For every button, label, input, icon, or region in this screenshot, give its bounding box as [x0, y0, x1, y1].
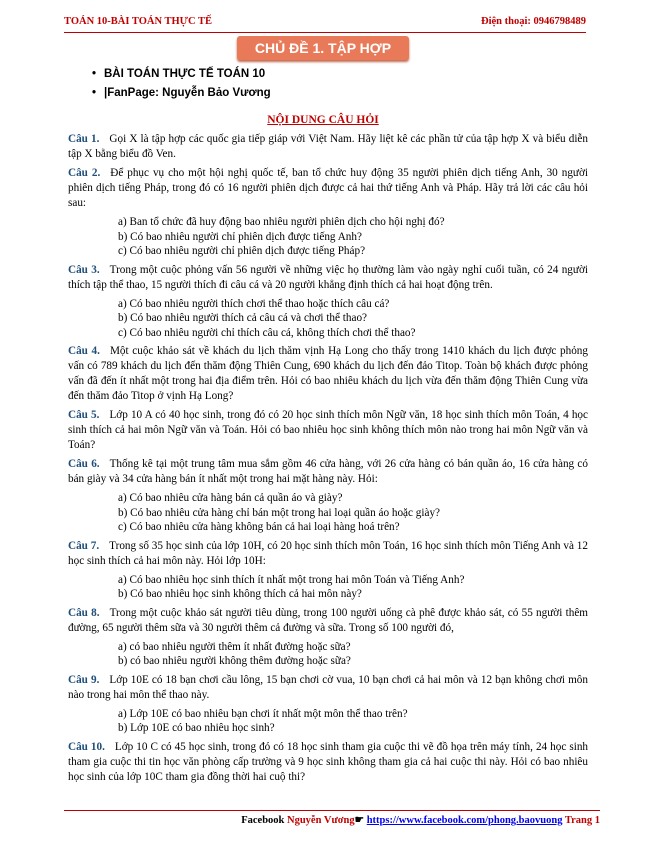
question-label: Câu 10. — [68, 740, 105, 753]
question-text-line — [68, 344, 588, 404]
question-label: Câu 2. — [68, 167, 101, 179]
sub-question: b) Có bao nhiêu cửa hàng chỉ bán một trong hai loại quần áo hoặc giày? — [118, 506, 441, 519]
page-footer — [64, 810, 600, 826]
bullet-text: |FanPage: Nguyễn Bảo Vương — [104, 87, 271, 99]
question-label: Câu 6. — [68, 458, 100, 470]
question-text-line — [68, 740, 588, 785]
bullet-icon: • — [92, 68, 97, 80]
question-label: Câu 1. — [68, 133, 100, 145]
bullet-item — [92, 65, 271, 84]
question-block — [68, 740, 588, 785]
header-phone: Điện thoại: 0946798489 — [481, 16, 586, 27]
sub-question: a) Có bao nhiêu cửa hàng bán cả quần áo và giày? — [118, 492, 343, 504]
question-text-line — [68, 132, 588, 162]
header-title: TOÁN 10-BÀI TOÁN THỰC TẾ — [64, 16, 213, 27]
page-number: Trang 1 — [564, 815, 600, 826]
question-list — [68, 132, 588, 789]
question-block — [68, 408, 588, 453]
question-text: Lớp 10E có 18 bạn chơi cầu lông, 15 bạn chơi cờ vua, 10 bạn chơi cả hai môn và 12 bạn không chơi môn nào trong hai môn thể thao này. — [68, 673, 588, 701]
footer-author-name: Nguyễn Vương — [287, 815, 355, 826]
section-title — [0, 110, 646, 128]
footer-facebook-label: Facebook — [241, 815, 285, 826]
question-text: Gọi X là tập hợp các quốc gia tiếp giáp với Việt Nam. Hãy liệt kê các phần tử của tập hợp X và biểu diễn tập X bằng biểu đồ Ven. — [68, 133, 588, 160]
question-block — [68, 606, 588, 669]
question-label: Câu 9. — [68, 673, 100, 686]
question-text: Lớp 10 A có 40 học sinh, trong đó có 20 học sinh thích môn Ngữ văn, 18 học sinh thích môn Toán, 4 học sinh thích cả hai môn Ngữ văn và Toán. Hỏi có bao nhiêu học sinh không thích môn nào trong hai môn Ngữ văn và Toán? — [68, 409, 588, 451]
question-text-line — [68, 539, 588, 569]
question-label: Câu 8. — [68, 606, 100, 619]
question-text-line — [68, 166, 588, 211]
sub-question: c) Có bao nhiêu người chỉ thích câu cá, không thích chơi thể thao? — [118, 326, 416, 339]
hand-pointer-icon: ☛ — [354, 815, 365, 826]
bullet-text: BÀI TOÁN THỰC TẾ TOÁN 10 — [104, 68, 266, 80]
question-block — [68, 539, 588, 602]
question-label: Câu 4. — [68, 345, 100, 357]
chapter-banner: CHỦ ĐỀ 1. TẬP HỢP — [237, 36, 409, 60]
question-label: Câu 3. — [68, 263, 100, 276]
question-block — [68, 263, 588, 341]
bullet-icon: • — [92, 87, 97, 99]
sub-question: b) Có bao nhiêu người thích cả câu cá và chơi thể thao? — [118, 312, 368, 324]
question-text-line — [68, 673, 588, 703]
sub-question: b) Có bao nhiêu học sinh không thích cả hai môn này? — [118, 588, 362, 600]
question-block — [68, 132, 588, 162]
page-header — [64, 14, 586, 33]
sub-question: c) Có bao nhiêu cửa hàng không bán cả hai loại hàng hoá trên? — [118, 521, 400, 533]
sub-question: b) Có bao nhiêu người chỉ phiên dịch được tiếng Anh? — [118, 230, 362, 243]
question-text: Thống kê tại một trung tâm mua sắm gồm 46 cửa hàng, với 26 cửa hàng có bán quần áo, 16 cửa hàng có bán giày và 34 cửa hàng bán ít nhất một trong hai mặt hàng này. Hỏi: — [68, 458, 588, 485]
sub-question: a) có bao nhiêu người thêm ít nhất đường hoặc sữa? — [118, 640, 351, 653]
question-label: Câu 7. — [68, 539, 100, 552]
question-text: Để phục vụ cho một hội nghị quốc tế, ban tổ chức huy động 35 người phiên dịch tiếng Anh, 30 người phiên dịch tiếng Pháp, trong đó có 16 người phiên dịch được cả hai thứ tiếng Anh và Pháp. Hãy trả lời các câu hỏi sau: — [68, 167, 589, 209]
sub-question: c) Có bao nhiêu người chỉ phiên dịch được tiếng Pháp? — [118, 245, 366, 257]
sub-question: a) Có bao nhiêu học sinh thích ít nhất một trong hai môn Toán và Tiếng Anh? — [118, 573, 465, 586]
banner-container — [0, 36, 646, 60]
sub-question: a) Có bao nhiêu người thích chơi thể thao hoặc thích câu cá? — [118, 297, 390, 310]
question-text-line — [68, 457, 588, 487]
bullet-item — [92, 84, 271, 103]
question-text: Lớp 10 C có 45 học sinh, trong đó có 18 học sinh tham gia cuộc thi vẽ đồ họa trên máy tính, 24 học sinh tham gia cuộc thi tin học văn phòng cấp trường và 9 học sinh không tham gia cả hai cuộc thi này. Hỏi có bao nhiêu học sinh của lớp 10C tham gia đồng thời hai cuộ thi? — [68, 740, 589, 783]
question-text: Trong một cuộc khảo sát người tiêu dùng, trong 100 người uống cà phê được khảo sát, có 55 người thêm đường, 65 người thêm sữa và 30 người thêm cả đường và sữa. Trong số 100 người đó, — [68, 606, 588, 634]
question-text-line — [68, 263, 588, 293]
question-text-line — [68, 606, 588, 636]
question-block — [68, 166, 588, 259]
question-text-line — [68, 408, 588, 453]
question-text: Trong số 35 học sinh của lớp 10H, có 20 học sinh thích môn Toán, 16 học sinh thích môn Tiếng Anh và 12 học sinh thích cả hai môn này. Hỏi lớp 10H: — [68, 539, 588, 567]
question-text: Trong một cuộc phỏng vấn 56 người về những việc họ thường làm vào ngày nghỉ cuối tuần, có 24 người thích tập thể thao, 15 người thích đi câu cá và 20 người khẳng định thích cả hai hoạt động trên. — [68, 263, 588, 291]
sub-question: b) có bao nhiêu người không thêm đường hoặc sữa? — [118, 655, 351, 667]
bullet-list — [92, 65, 271, 103]
question-block — [68, 344, 588, 404]
sub-question: a) Lớp 10E có bao nhiêu bạn chơi ít nhất một môn thể thao trên? — [118, 707, 408, 720]
question-block — [68, 457, 588, 535]
question-block — [68, 673, 588, 736]
question-text: Một cuộc khảo sát về khách du lịch thăm vịnh Hạ Long cho thấy trong 1410 khách du lịch được phỏng vấn có 789 khách du lịch đến thăm động Thiên Cung, 690 khách du lịch đến đảo Titop. Toàn bộ khách được phỏng vấn đã đến ít nhất một trong hai địa điểm trên. Hỏi có bao nhiêu khách du lịch vừa đến thăm động Thiên Cung vừa đến thăm đảo Titop ở vịnh Hạ Long? — [68, 345, 588, 402]
question-label: Câu 5. — [68, 409, 100, 421]
sub-question: a) Ban tổ chức đã huy động bao nhiêu người phiên dịch cho hội nghị đó? — [118, 216, 445, 228]
section-title-text: NỘI DUNG CÂU HỎI — [267, 114, 379, 126]
footer-facebook-link[interactable]: https://www.facebook.com/phong.baovuong — [366, 815, 563, 826]
sub-question: b) Lớp 10E có bao nhiêu học sinh? — [118, 722, 275, 734]
